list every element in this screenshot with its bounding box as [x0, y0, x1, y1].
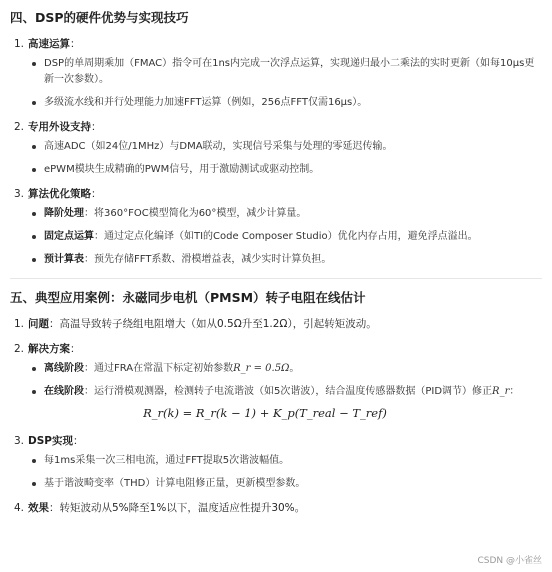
item-title: 算法优化策略：	[28, 188, 102, 200]
list-number: 3.	[14, 435, 25, 447]
display-formula: R_r(k) = R_r(k − 1) + K_p(T_real − T_ref)	[143, 406, 387, 420]
item-title: 效果：转矩波动从5%降至1%以下，温度适应性提升30%。	[28, 502, 306, 514]
list-item-solution	[10, 340, 542, 422]
list-number: 1.	[14, 318, 25, 330]
list-number: 1.	[14, 38, 25, 50]
bullet-item: 离线阶段：通过FRA在常温下标定初始参数R_r = 0.5Ω。	[28, 361, 542, 377]
list-item-high-speed	[10, 35, 542, 111]
list-item-algorithm	[10, 185, 542, 268]
inline-math: R_r = 0.5Ω	[233, 363, 290, 374]
item-title: 问题：高温导致转子绕组电阻增大（如从0.5Ω升至1.2Ω），引起转矩波动。	[28, 318, 377, 330]
list-item-result	[10, 499, 542, 517]
section-4-heading: 四、DSP的硬件优势与实现技巧	[10, 10, 189, 25]
inline-math: R_r	[492, 386, 510, 397]
bullet-item: 基于谐波畸变率（THD）计算电阻修正量，更新模型参数。	[28, 476, 542, 492]
section-4-list	[10, 35, 542, 268]
list-item-dsp-impl	[10, 432, 542, 492]
bullet-item: 在线阶段：运行滑模观测器，检测转子电流谐波（如5次谐波），结合温度传感器数据（PID调节）修正R_r：	[28, 384, 542, 400]
bullet-item: ePWM模块生成精确的PWM信号，用于激励测试或驱动控制。	[28, 162, 542, 178]
bullet-item: 预计算表：预先存储FFT系数、滑模增益表，减少实时计算负担。	[28, 252, 542, 268]
bullet-list	[28, 56, 542, 111]
bullet-item: 每1ms采集一次三相电流，通过FFT提取5次谐波幅值。	[28, 453, 542, 469]
item-title: 高速运算：	[28, 38, 81, 50]
section-5-list	[10, 315, 542, 517]
bullet-list	[28, 361, 542, 400]
item-title: 解决方案：	[28, 343, 81, 355]
list-number: 3.	[14, 188, 25, 200]
bullet-list	[28, 206, 542, 268]
bullet-list	[28, 453, 542, 492]
watermark: CSDN @小雀丝	[477, 556, 542, 566]
list-number: 2.	[14, 121, 25, 133]
list-number: 4.	[14, 502, 25, 514]
section-5-heading: 五、典型应用案例：永磁同步电机（PMSM）转子电阻在线估计	[10, 290, 366, 305]
bullet-item: DSP的单周期乘加（FMAC）指令可在1ns内完成一次浮点运算，实现递归最小二乘法的实时更新（如每10μs更新一次参数）。	[28, 56, 542, 88]
list-number: 2.	[14, 343, 25, 355]
bullet-item: 降阶处理：将360°FOC模型简化为60°模型，减少计算量。	[28, 206, 542, 222]
item-title: DSP实现：	[28, 435, 84, 447]
bullet-item: 高速ADC（如24位/1MHz）与DMA联动，实现信号采集与处理的零延迟传输。	[28, 139, 542, 155]
bullet-item: 多级流水线和并行处理能力加速FFT运算（例如，256点FFT仅需16μs）。	[28, 95, 542, 111]
bullet-list	[28, 139, 542, 178]
item-title: 专用外设支持：	[28, 121, 102, 133]
list-item-problem	[10, 315, 542, 333]
list-item-peripherals	[10, 118, 542, 178]
section-divider	[10, 278, 542, 279]
bullet-item: 固定点运算：通过定点化编译（如TI的Code Composer Studio）优化内存占用，避免浮点溢出。	[28, 229, 542, 245]
